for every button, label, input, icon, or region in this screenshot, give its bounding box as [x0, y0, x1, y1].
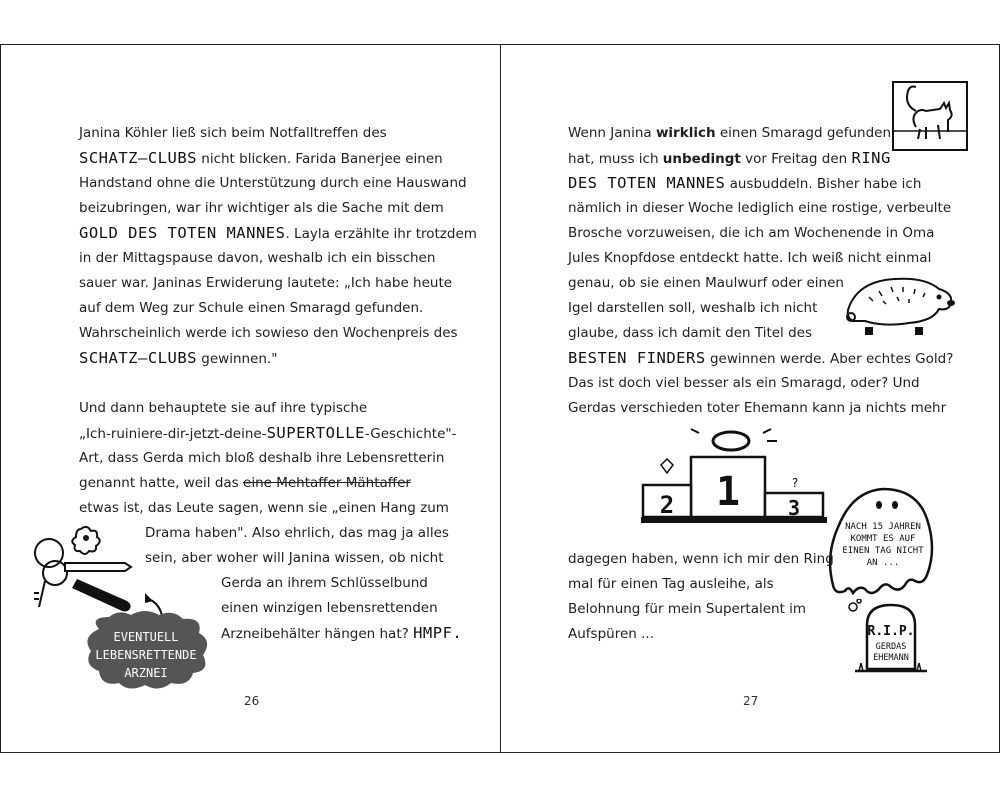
text-span: Belohnung für mein Supertalent im	[568, 601, 807, 617]
text-span: Jules Knopfdose entdeckt hatte. Ich weiß nicht einmal	[568, 250, 932, 266]
strikethrough-span: eine Mehtaffer Mähtaffer	[243, 475, 411, 491]
text-line	[568, 374, 920, 392]
tombstone-text: EHEMANN	[873, 653, 909, 663]
text-line	[79, 274, 452, 292]
text-span: Art, dass Gerda mich bloß deshalb ihre Lebensretterin	[79, 450, 445, 466]
text-line	[79, 399, 367, 417]
text-span: Arzneibehälter hängen hat?	[221, 626, 414, 642]
text-span: Drama haben". Also ehrlich, das mag ja alles	[145, 525, 449, 541]
text-span: sauer war. Janinas Erwiderung lautete: „Ich habe heute	[79, 275, 453, 291]
book-spread	[0, 44, 1000, 754]
page-number: 26	[244, 694, 260, 708]
ghost-text: AN ...	[866, 558, 900, 568]
caps-span: SCHATZ–CLUBS	[79, 149, 197, 167]
right-page	[500, 44, 1000, 753]
text-span: ausbuddeln. Bisher habe ich	[725, 176, 922, 192]
caps-span: BESTEN FINDERS	[568, 349, 706, 367]
caps-span: GOLD DES TOTEN MANNES	[79, 224, 286, 242]
caps-span: SCHATZ–CLUBS	[79, 349, 197, 367]
podium-third-label: 3	[787, 496, 801, 520]
text-span: etwas ist, das Leute sagen, wenn sie „einen Hang zum	[79, 500, 449, 516]
text-line	[568, 124, 891, 142]
text-span: Brosche vorzuweisen, die ich am Wochenende in Oma	[568, 225, 935, 241]
tombstone-illustration	[845, 599, 937, 675]
caps-span: SUPERTOLLE	[266, 424, 365, 442]
text-line	[568, 174, 921, 193]
hedgehog-brooch-illustration	[839, 277, 959, 339]
text-line	[79, 224, 477, 243]
bubble-text: ARZNEI	[124, 666, 168, 680]
text-line	[568, 349, 953, 368]
text-span: sein, aber woher will Janina wissen, ob nicht	[145, 550, 444, 566]
left-page	[0, 44, 501, 753]
text-span: Wahrscheinlich werde ich sowieso den Wochenpreis des	[79, 325, 458, 341]
text-span: Und dann behauptete sie auf ihre typische	[79, 400, 368, 416]
text-span: . Layla erzählte ihr trotzdem	[285, 226, 477, 242]
text-span: gewinnen."	[196, 351, 278, 367]
bold-span: wirklich	[655, 125, 716, 141]
keychain-illustration	[25, 523, 137, 613]
page-number: 27	[743, 694, 759, 708]
text-span: gewinnen werde. Aber echtes Gold?	[705, 351, 954, 367]
text-span: nicht blicken. Farida Banerjee einen	[196, 151, 443, 167]
text-line	[568, 575, 774, 593]
caps-span: HMPF.	[413, 624, 463, 642]
ghost-text: EINEN TAG NICHT	[842, 546, 924, 556]
text-line	[79, 249, 435, 267]
text-span: einen winzigen lebensrettenden	[221, 600, 438, 616]
text-span: dagegen haben, wenn ich mir den Ring	[568, 551, 834, 567]
text-line	[568, 550, 834, 568]
ghost-illustration	[823, 485, 935, 597]
ghost-text: NACH 15 JAHREN	[845, 522, 921, 532]
text-span: Gerda an ihrem Schlüsselbund	[221, 575, 428, 591]
text-span: hat, muss ich	[568, 151, 663, 167]
text-line	[568, 625, 654, 643]
bubble-text: LEBENSRETTENDE	[95, 648, 197, 662]
tombstone-text: GERDAS	[875, 642, 907, 652]
podium-illustration	[639, 427, 831, 527]
caps-span: DES TOTEN MANNES	[568, 174, 726, 192]
text-line	[568, 199, 951, 217]
text-span: Das ist doch viel besser als ein Smaragd, oder? Und	[568, 375, 920, 391]
text-span: Aufspüren ...	[568, 626, 654, 642]
text-line	[79, 324, 458, 342]
text-line	[221, 599, 438, 617]
text-span: mal für einen Tag ausleihe, als	[568, 576, 774, 592]
text-line	[79, 424, 456, 443]
text-line	[568, 224, 934, 242]
caps-span: RING	[851, 149, 891, 167]
text-span: glaube, dass ich damit den Titel des	[568, 325, 813, 341]
podium-second-label: 2	[659, 491, 675, 519]
text-line	[568, 600, 806, 618]
text-line	[79, 299, 423, 317]
text-span: genau, ob sie einen Maulwurf oder einen	[568, 275, 844, 291]
tombstone-title: R.I.P.	[867, 624, 915, 639]
text-span: vor Freitag den	[740, 151, 852, 167]
bubble-text: EVENTUELL	[113, 630, 179, 644]
text-line	[568, 249, 931, 267]
text-line	[568, 274, 844, 292]
text-span: genannt hatte, weil das	[79, 475, 244, 491]
text-span: auf dem Weg zur Schule einen Smaragd gefunden.	[79, 300, 424, 316]
text-line	[79, 149, 443, 168]
text-line	[221, 574, 428, 592]
text-line	[568, 299, 817, 317]
text-line	[79, 124, 387, 142]
text-span: Wenn Janina	[568, 125, 656, 141]
text-line	[79, 499, 449, 517]
text-line	[568, 399, 946, 417]
text-line	[79, 349, 277, 368]
podium-question-mark: ?	[791, 476, 799, 490]
text-span: Gerdas verschieden toter Ehemann kann ja nichts mehr	[568, 400, 947, 416]
text-line	[145, 524, 449, 542]
text-line	[145, 549, 444, 567]
text-span: beizubringen, war ihr wichtiger als die Sache mit dem	[79, 200, 444, 216]
text-line	[79, 449, 445, 467]
bold-span: unbedingt	[662, 151, 741, 167]
text-line	[79, 474, 411, 492]
text-span: Handstand ohne die Unterstützung durch eine Hauswand	[79, 175, 467, 191]
text-line	[79, 199, 444, 217]
text-span: nämlich in dieser Woche lediglich eine rostige, verbeulte	[568, 200, 952, 216]
text-line	[221, 624, 462, 643]
text-span: in der Mittagspause davon, weshalb ich ein bisschen	[79, 250, 436, 266]
text-span: -Geschichte"-	[364, 426, 457, 442]
ghost-text: KOMMT ES AUF	[850, 534, 916, 544]
podium-first-label: 1	[715, 469, 741, 515]
text-line	[568, 149, 891, 168]
speech-bubble-medicine	[79, 611, 213, 701]
text-span: Janina Köhler ließ sich beim Notfalltreffen des	[79, 125, 387, 141]
text-line	[79, 174, 467, 192]
cat-icon	[892, 81, 968, 151]
text-span: Igel darstellen soll, weshalb ich nicht	[568, 300, 818, 316]
text-span: einen Smaragd gefunden	[715, 125, 892, 141]
text-span: „Ich-ruiniere-dir-jetzt-deine-	[79, 426, 267, 442]
text-line	[568, 324, 812, 342]
